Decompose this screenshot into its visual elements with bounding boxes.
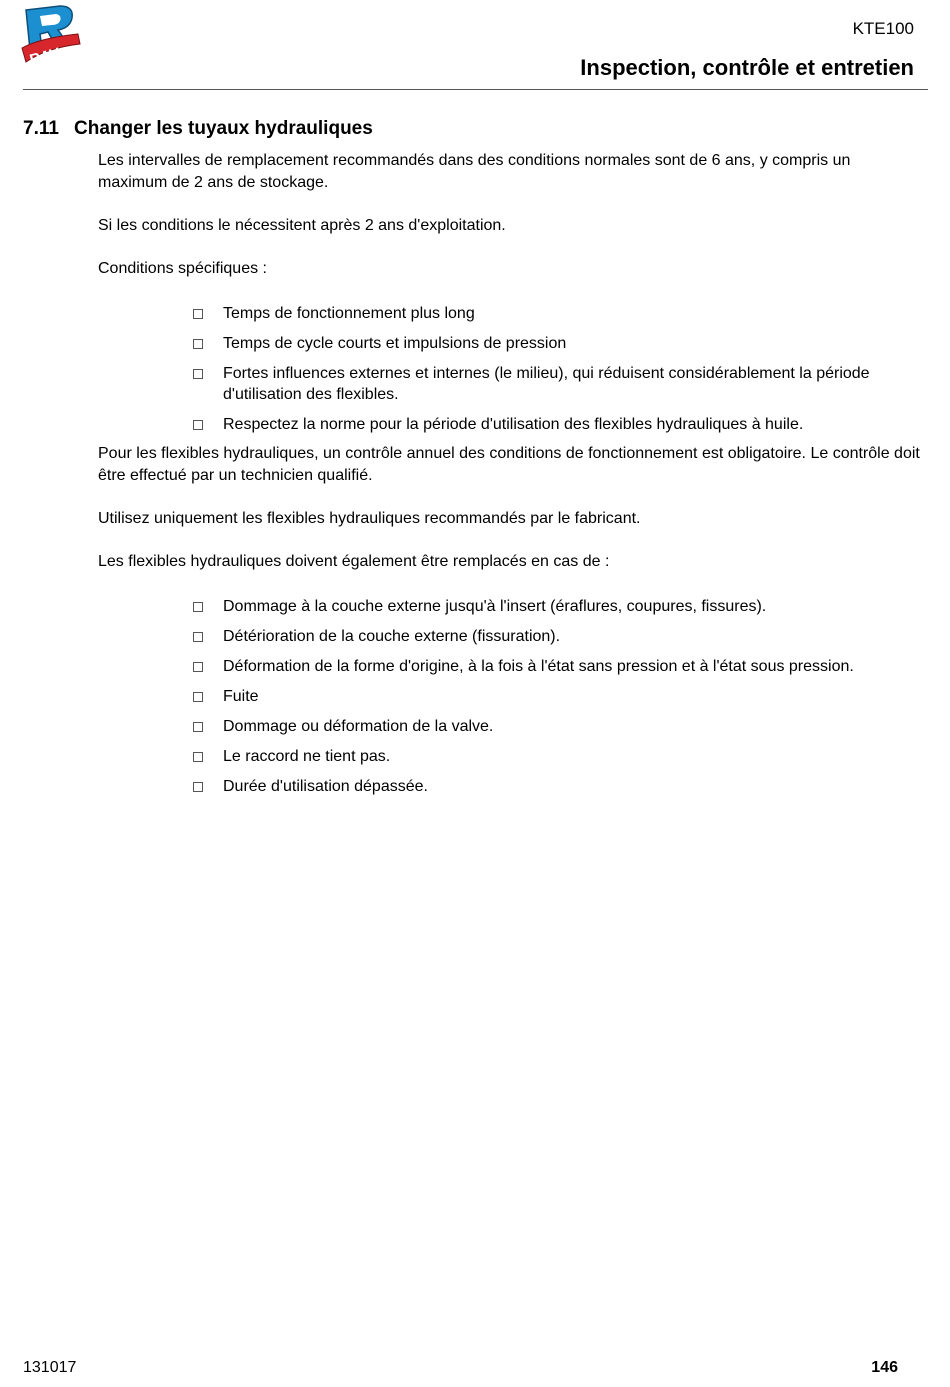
list-item: Dommage à la couche externe jusqu'à l'insert (éraflures, coupures, fissures).	[193, 596, 924, 617]
square-bullet-icon	[193, 369, 203, 379]
section-body	[98, 150, 924, 806]
list-item: Temps de fonctionnement plus long	[193, 303, 924, 324]
intro-paragraph: Les intervalles de remplacement recommandés dans des conditions normales sont de 6 ans, y compris un maximum de 2 ans de stockage.	[98, 152, 851, 191]
list-item: Respectez la norme pour la période d'utilisation des flexibles hydrauliques à huile.	[193, 414, 924, 435]
replace-cases-label: Les flexibles hydrauliques doivent également être remplacés en cas de :	[98, 553, 610, 570]
specific-conditions-label: Conditions spécifiques :	[98, 260, 267, 277]
section-title: Changer les tuyaux hydrauliques	[74, 118, 373, 139]
brand-logo	[20, 4, 82, 72]
list-item: Fortes influences externes et internes (le milieu), qui réduisent considérablement la période d'utilisation des flexibles.	[193, 363, 924, 405]
model-code: KTE100	[852, 19, 914, 38]
recommended-only-paragraph: Utilisez uniquement les flexibles hydrauliques recommandés par le fabricant.	[98, 510, 641, 527]
square-bullet-icon	[193, 339, 203, 349]
square-bullet-icon	[193, 782, 203, 792]
section-number: 7.11	[23, 118, 59, 139]
svg-text:RAV: RAV	[27, 44, 62, 69]
specific-conditions-list	[193, 303, 924, 435]
list-item: Déformation de la forme d'origine, à la fois à l'état sans pression et à l'état sous pression.	[193, 656, 924, 677]
list-item: Durée d'utilisation dépassée.	[193, 776, 924, 797]
document-code: 131017	[23, 1359, 77, 1376]
square-bullet-icon	[193, 752, 203, 762]
square-bullet-icon	[193, 309, 203, 319]
square-bullet-icon	[193, 602, 203, 612]
list-item: Fuite	[193, 686, 924, 707]
replace-cases-list	[193, 596, 924, 797]
square-bullet-icon	[193, 420, 203, 430]
square-bullet-icon	[193, 662, 203, 672]
square-bullet-icon	[193, 722, 203, 732]
list-item: Le raccord ne tient pas.	[193, 746, 924, 767]
square-bullet-icon	[193, 632, 203, 642]
list-item: Temps de cycle courts et impulsions de pression	[193, 333, 924, 354]
header-divider	[23, 89, 928, 90]
page-header-title: Inspection, contrôle et entretien	[580, 55, 914, 80]
annual-check-paragraph: Pour les flexibles hydrauliques, un contrôle annuel des conditions de fonctionnement est obligatoire. Le contrôle doit être effectué par un technicien qualifié.	[98, 445, 920, 484]
section-heading	[23, 116, 373, 142]
square-bullet-icon	[193, 692, 203, 702]
page-number: 146	[871, 1359, 898, 1376]
list-item: Détérioration de la couche externe (fissuration).	[193, 626, 924, 647]
conditions-note: Si les conditions le nécessitent après 2 ans d'exploitation.	[98, 217, 506, 234]
list-item: Dommage ou déformation de la valve.	[193, 716, 924, 737]
